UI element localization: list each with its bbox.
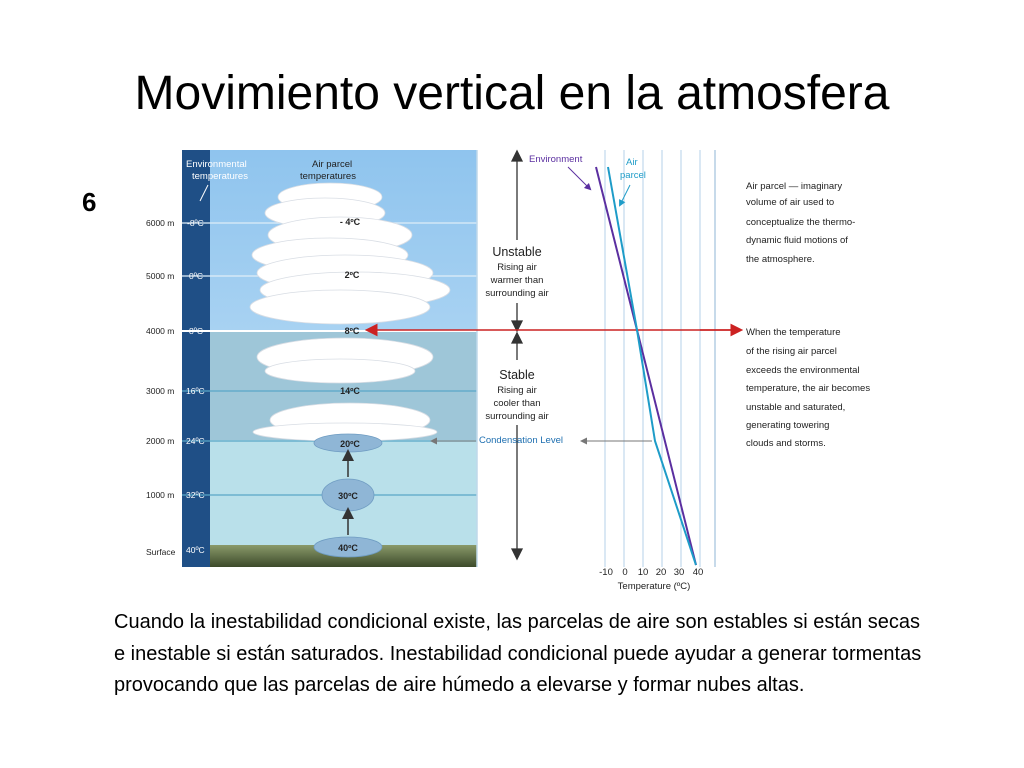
note-air-parcel xyxy=(746,181,855,265)
altitude-label: 6000 m xyxy=(146,218,175,228)
temperature-axis-ticks xyxy=(599,567,703,578)
parcel-header-line2: temperatures xyxy=(300,171,356,182)
env-temp: 8ºC xyxy=(189,326,203,336)
parcel-temp: 2ºC xyxy=(344,270,360,280)
parcel-label-line1: Air xyxy=(626,157,638,168)
altitude-label: 5000 m xyxy=(146,271,175,281)
altitude-labels xyxy=(146,218,176,557)
altitude-label: Surface xyxy=(146,547,176,557)
env-temp: -8ºC xyxy=(187,218,204,228)
env-temp: 16ºC xyxy=(186,386,205,396)
parcel-temp: 8ºC xyxy=(344,326,360,336)
slide-title: Movimiento vertical en la atmosfera xyxy=(134,67,890,120)
environmental-column xyxy=(182,150,210,567)
unstable-line: Rising air xyxy=(497,262,537,273)
temperature-axis-label: Temperature (ºC) xyxy=(617,581,691,592)
parcel-label-line2: parcel xyxy=(620,170,646,181)
note-line: generating towering xyxy=(746,420,830,431)
stable-line: cooler than xyxy=(493,398,541,409)
parcel-temp: 20ºC xyxy=(340,439,360,449)
env-temp: 40ºC xyxy=(186,545,205,555)
stable-title: Stable xyxy=(499,368,535,382)
unstable-line: warmer than xyxy=(490,275,544,286)
env-temp: 24ºC xyxy=(186,436,205,446)
axis-tick: 40 xyxy=(692,567,704,578)
graph-panel xyxy=(477,150,715,567)
parcel-header-line1: Air parcel xyxy=(312,159,353,170)
env-header-line2: temperatures xyxy=(192,171,248,182)
parcel-temp: 30ºC xyxy=(338,491,358,501)
stable-line: Rising air xyxy=(497,385,537,396)
note-line: of the rising air parcel xyxy=(746,346,837,357)
axis-tick: 10 xyxy=(637,567,649,578)
note-line: temperature, the air becomes xyxy=(746,383,871,394)
note-line: When the temperature xyxy=(746,327,841,338)
axis-tick: 30 xyxy=(673,567,685,578)
slide-caption: Cuando la inestabilidad condicional existe, las parcelas de aire son estables si están secas e inestable si están saturados. Inestabilidad condicional puede ayudar a generar tormentas provocando que las parcelas de aire húmedo a elevarse y formar nubes altas. xyxy=(114,611,922,696)
note-line: exceeds the environmental xyxy=(746,365,860,376)
note-line: Air parcel — imaginary xyxy=(746,181,843,192)
note-line: volume of air used to xyxy=(746,197,835,208)
altitude-label: 4000 m xyxy=(146,326,175,336)
env-header-line1: Environmental xyxy=(186,159,247,170)
note-line: clouds and storms. xyxy=(746,438,826,449)
axis-tick: -10 xyxy=(599,567,613,578)
parcel-temp: - 4ºC xyxy=(339,217,361,227)
note-line: the atmosphere. xyxy=(746,254,815,265)
env-temp: 32ºC xyxy=(186,490,205,500)
axis-tick: 20 xyxy=(655,567,667,578)
unstable-line: surrounding air xyxy=(485,288,549,299)
condensation-label: Condensation Level xyxy=(479,435,563,446)
note-line: unstable and saturated, xyxy=(746,402,846,413)
unstable-title: Unstable xyxy=(492,245,542,259)
note-line: conceptualize the thermo- xyxy=(746,217,856,228)
environment-label: Environment xyxy=(529,154,583,165)
stable-line: surrounding air xyxy=(485,411,549,422)
parcel-temp: 14ºC xyxy=(340,386,360,396)
altitude-label: 2000 m xyxy=(146,436,175,446)
axis-tick: 0 xyxy=(622,567,628,578)
altitude-label: 1000 m xyxy=(146,490,175,500)
altitude-label: 3000 m xyxy=(146,386,175,396)
parcel-temp: 40ºC xyxy=(338,543,358,553)
note-line: dynamic fluid motions of xyxy=(746,235,848,246)
note-instability xyxy=(746,327,870,449)
env-temp: 0ºC xyxy=(189,271,203,281)
slide-number: 6 xyxy=(82,187,97,217)
vertical-motion-diagram xyxy=(140,145,900,600)
